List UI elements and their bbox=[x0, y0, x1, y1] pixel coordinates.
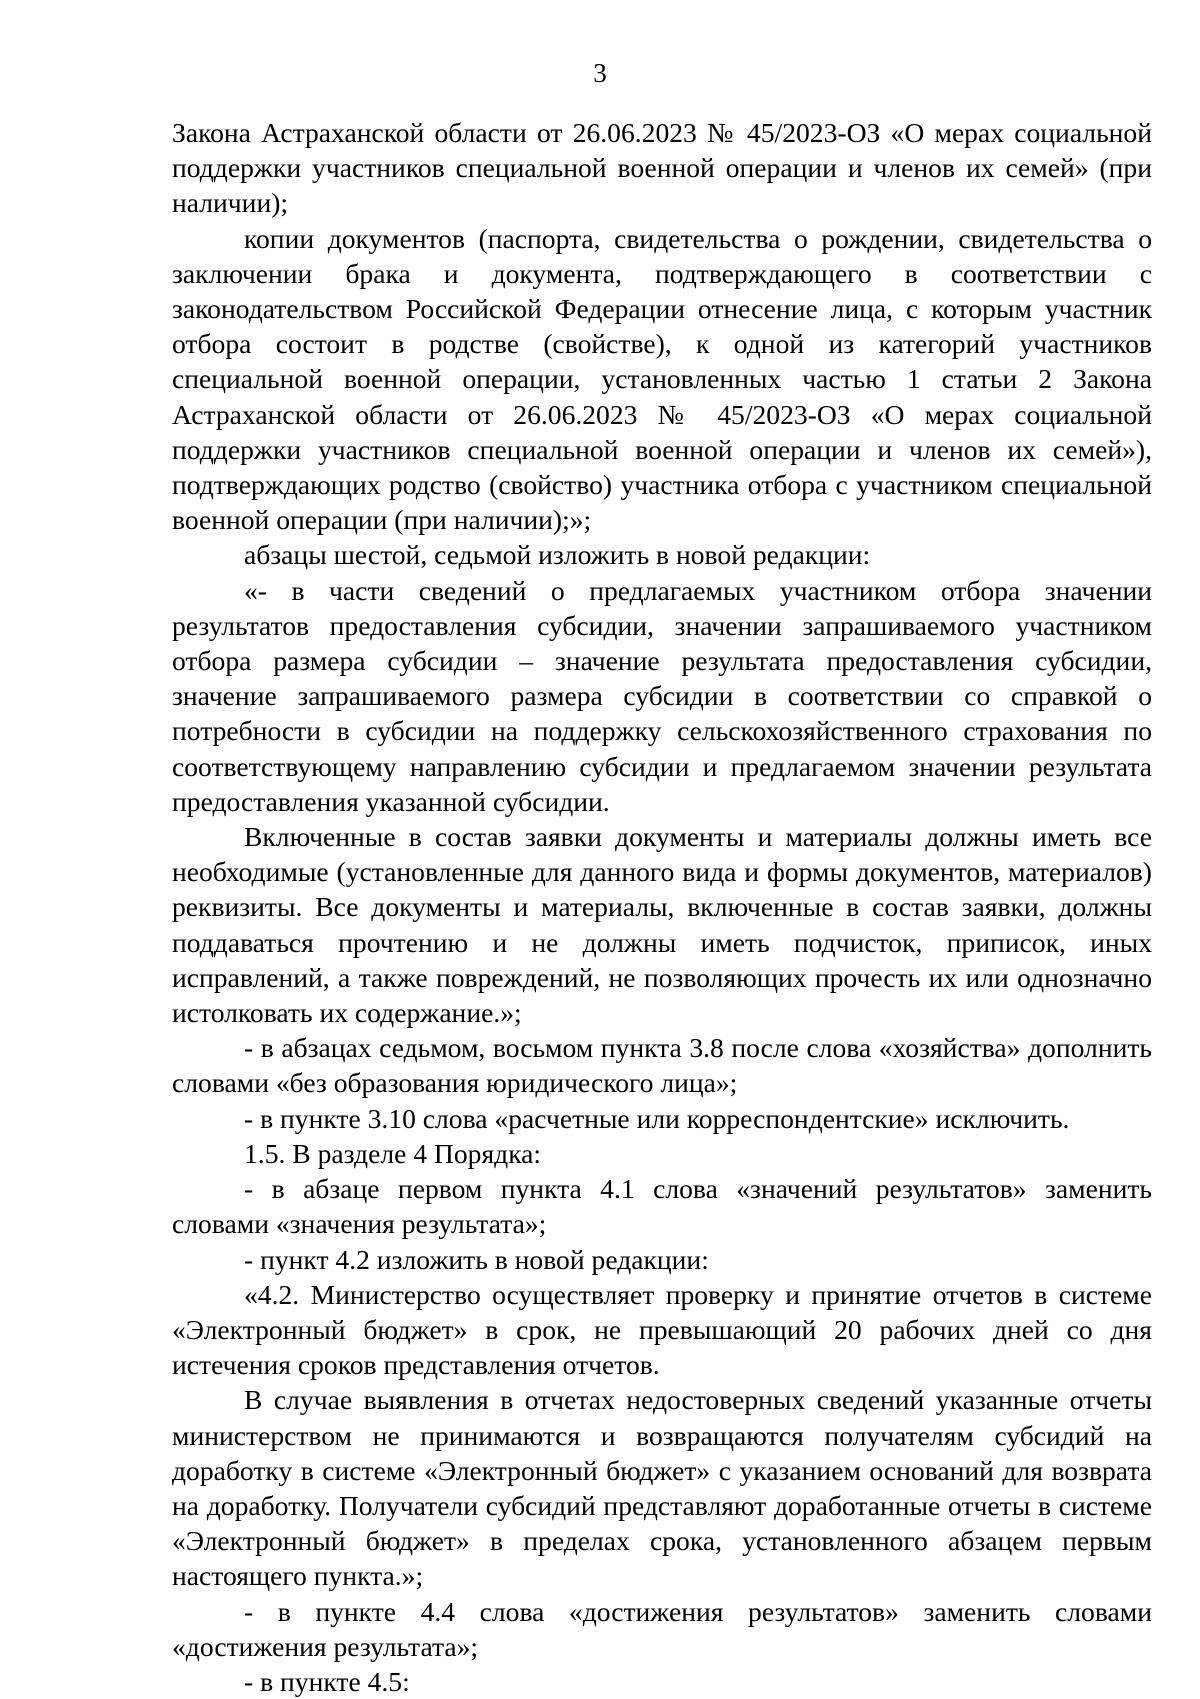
paragraph: - в пункте 4.5: bbox=[244, 1665, 410, 1697]
paragraph: «- в части сведений о предлагаемых участником отбора значении результатов предоставления субсидии, значении запрашиваемого участником отбора размера субсидии – значение результата предоставления субсидии, значение запрашиваемого размера субсидии в соответствии со справкой о потребности в субсидии на поддержку сельскохозяйственного страхования по соответствующему направлению субсидии и предлагаемом значении результата предоставления указанной субсидии. bbox=[172, 574, 1152, 817]
paragraph: - в пункте 4.4 слова «достижения результатов» заменить словами «достижения результата»; bbox=[172, 1595, 1152, 1662]
paragraph: В случае выявления в отчетах недостоверных сведений указанные отчеты министерством не принимаются и возвращаются получателям субсидий на доработку в системе «Электронный бюджет» с указанием оснований для возврата на доработку. Получатели субсидий представляют доработанные отчеты в системе «Электронный бюджет» в пределах срока, установленного абзацем первым настоящего пункта.»; bbox=[172, 1384, 1152, 1592]
paragraph: - в пункте 3.10 слова «расчетные или корреспондентские» исключить. bbox=[244, 1102, 1070, 1134]
document-body bbox=[172, 115, 1152, 1699]
paragraph: абзацы шестой, седьмой изложить в новой редакции: bbox=[244, 539, 871, 571]
paragraph: - в абзаце первом пункта 4.1 слова «значений результатов» заменить словами «значения результата»; bbox=[172, 1173, 1152, 1240]
paragraph: «4.2. Министерство осуществляет проверку и принятие отчетов в системе «Электронный бюджет» в срок, не превышающий 20 рабочих дней со дня истечения сроков представления отчетов. bbox=[172, 1278, 1152, 1381]
paragraph: Закона Астраханской области от 26.06.2023 № 45/2023-ОЗ «О мерах социальной поддержки участников специальной военной операции и членов их семей» (при наличии); bbox=[172, 117, 1152, 219]
paragraph: копии документов (паспорта, свидетельства о рождении, свидетельства о заключении брака и документа, подтверждающего в соответствии с законодательством Российской Федерации отнесение лица, с которым участник отбора состоит в родстве (свойстве), к одной из категорий участников специальной военной операции, установленных частью 1 статьи 2 Закона Астраханской области от 26.06.2023 № 45/2023-ОЗ «О мерах социальной поддержки участников специальной военной операции и членов их семей»), подтверждающих родство (свойство) участника отбора с участником специальной военной операции (при наличии);»; bbox=[172, 222, 1152, 536]
page-number: 3 bbox=[593, 58, 607, 88]
section-heading: 1.5. В разделе 4 Порядка: bbox=[244, 1137, 542, 1169]
paragraph: Включенные в состав заявки документы и материалы должны иметь все необходимые (установленные для данного вида и формы документов, материалов) реквизиты. Все документы и материалы, включенные в состав заявки, должны поддаваться прочтению и не должны иметь подчисток, приписок, иных исправлений, а также повреждений, не позволяющих прочесть их или однозначно истолковать их содержание.»; bbox=[172, 821, 1152, 1029]
paragraph: - в абзацах седьмом, восьмом пункта 3.8 после слова «хозяйства» дополнить словами «без образования юридического лица»; bbox=[172, 1032, 1152, 1099]
paragraph: - пункт 4.2 изложить в новой редакции: bbox=[244, 1243, 709, 1275]
